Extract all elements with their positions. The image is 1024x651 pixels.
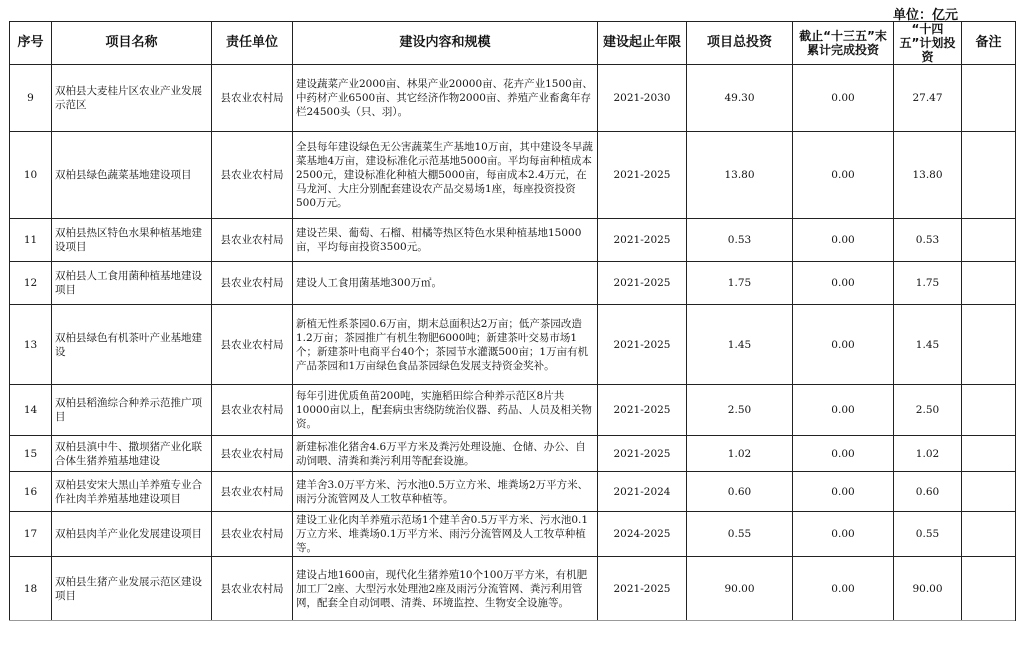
- table-row: [10, 132, 1016, 219]
- row-content: 建设人工食用菌基地300万㎡。: [293, 262, 598, 305]
- row-content: 每年引进优质鱼苗200吨，实施稻田综合种养示范区8片共10000亩以上，配套病虫害绕防统治仪器、药品、人员及相关物资。: [293, 385, 598, 436]
- table-row: [10, 472, 1016, 512]
- row-period: 2021-2025: [598, 385, 687, 436]
- table-header-row: [10, 22, 1016, 65]
- row-note: [962, 557, 1016, 621]
- row-no: 13: [10, 305, 52, 385]
- row-no: 17: [10, 512, 52, 557]
- row-unit: 县农业农村局: [212, 219, 293, 262]
- row-period: 2021-2025: [598, 436, 687, 472]
- row-completed: 0.00: [793, 557, 894, 621]
- row-name: 双柏县绿色蔬菜基地建设项目: [52, 132, 212, 219]
- row-period: 2021-2025: [598, 132, 687, 219]
- row-name: 双柏县热区特色水果种植基地建设项目: [52, 219, 212, 262]
- row-no: 9: [10, 65, 52, 132]
- row-unit: 县农业农村局: [212, 436, 293, 472]
- row-completed: 0.00: [793, 219, 894, 262]
- row-unit: 县农业农村局: [212, 305, 293, 385]
- row-total: 0.55: [687, 512, 793, 557]
- row-period: 2021-2025: [598, 219, 687, 262]
- row-unit: 县农业农村局: [212, 472, 293, 512]
- table-row: [10, 436, 1016, 472]
- project-table: [9, 21, 1016, 621]
- row-total: 2.50: [687, 385, 793, 436]
- row-note: [962, 219, 1016, 262]
- row-period: 2021-2025: [598, 262, 687, 305]
- row-note: [962, 512, 1016, 557]
- row-completed: 0.00: [793, 436, 894, 472]
- row-name: 双柏县肉羊产业化发展建设项目: [52, 512, 212, 557]
- header-completed: 截止“十三五”末累计完成投资: [793, 22, 894, 65]
- row-plan: 0.53: [894, 219, 962, 262]
- row-content: 新建标准化猪舍4.6万平方米及粪污处理设施、仓储、办公、自动饲喂、清粪和粪污利用等配套设施。: [293, 436, 598, 472]
- row-name: 双柏县安宋大黑山羊养殖专业合作社肉羊养殖基地建设项目: [52, 472, 212, 512]
- row-plan: 13.80: [894, 132, 962, 219]
- row-completed: 0.00: [793, 65, 894, 132]
- row-total: 1.75: [687, 262, 793, 305]
- row-total: 49.30: [687, 65, 793, 132]
- row-note: [962, 65, 1016, 132]
- row-unit: 县农业农村局: [212, 65, 293, 132]
- row-content: 建设工业化肉羊养殖示范场1个建羊舍0.5万平方米、污水池0.1万立方米、堆粪场0.1万平方米、雨污分流管网及人工牧草种植等。: [293, 512, 598, 557]
- row-total: 0.53: [687, 219, 793, 262]
- bottom-divider: [9, 620, 1015, 621]
- row-name: 双柏县生猪产业发展示范区建设项目: [52, 557, 212, 621]
- row-period: 2021-2030: [598, 65, 687, 132]
- row-content: 全县每年建设绿色无公害蔬菜生产基地10万亩，其中建设冬早蔬菜基地4万亩，建设标准化示范基地5000亩。平均每亩种植成本2500元，建设标准化种植大棚5000亩，每亩成本2.4万元，在马龙河、大庄分别配套建设农产品交易场1座，每座投资投资500万元。: [293, 132, 598, 219]
- row-note: [962, 262, 1016, 305]
- row-period: 2021-2025: [598, 305, 687, 385]
- row-content: 建羊舍3.0万平方米、污水池0.5万立方米、堆粪场2万平方米、雨污分流管网及人工牧草种植等。: [293, 472, 598, 512]
- row-period: 2024-2025: [598, 512, 687, 557]
- table-row: [10, 65, 1016, 132]
- row-note: [962, 385, 1016, 436]
- row-completed: 0.00: [793, 132, 894, 219]
- table-row: [10, 262, 1016, 305]
- row-note: [962, 436, 1016, 472]
- row-total: 90.00: [687, 557, 793, 621]
- row-plan: 0.60: [894, 472, 962, 512]
- row-content: 建设芒果、葡萄、石榴、柑橘等热区特色水果种植基地15000亩，平均每亩投资3500元。: [293, 219, 598, 262]
- table-row: [10, 385, 1016, 436]
- row-name: 双柏县滇中牛、撒坝猪产业化联合体生猪养殖基地建设: [52, 436, 212, 472]
- row-completed: 0.00: [793, 262, 894, 305]
- row-unit: 县农业农村局: [212, 262, 293, 305]
- table-row: [10, 512, 1016, 557]
- row-unit: 县农业农村局: [212, 557, 293, 621]
- header-plan: “十四五”计划投资: [894, 22, 962, 65]
- row-total: 1.02: [687, 436, 793, 472]
- row-no: 16: [10, 472, 52, 512]
- row-plan: 90.00: [894, 557, 962, 621]
- row-plan: 27.47: [894, 65, 962, 132]
- row-content: 新植无性系茶园0.6万亩，期末总面积达2万亩；低产茶园改造1.2万亩；茶园推广有机生物肥6000吨；新建茶叶交易市场1个；新建茶叶电商平台40个；茶园节水灌溉500亩；1万亩有机产品茶园和1万亩绿色食品茶园绿色发展支持资金奖补。: [293, 305, 598, 385]
- row-name: 双柏县人工食用菌种植基地建设项目: [52, 262, 212, 305]
- row-no: 10: [10, 132, 52, 219]
- row-note: [962, 132, 1016, 219]
- row-period: 2021-2025: [598, 557, 687, 621]
- row-content: 建设占地1600亩，现代化生猪养殖10个100万平方米，有机肥加工厂2座、大型污水处理池2座及雨污分流管网、粪污利用管网，配套全自动饲喂、清粪、环境监控、生物安全设施等。: [293, 557, 598, 621]
- row-period: 2021-2024: [598, 472, 687, 512]
- header-name: 项目名称: [52, 22, 212, 65]
- header-note: 备注: [962, 22, 1016, 65]
- row-plan: 2.50: [894, 385, 962, 436]
- table-row: [10, 305, 1016, 385]
- row-no: 12: [10, 262, 52, 305]
- row-name: 双柏县稻渔综合种养示范推广项目: [52, 385, 212, 436]
- row-name: 双柏县大麦桂片区农业产业发展示范区: [52, 65, 212, 132]
- row-content: 建设蔬菜产业2000亩、林果产业20000亩、花卉产业1500亩、中药材产业6500亩、其它经济作物2000亩、养殖产业畜禽年存栏24500头（只、羽）。: [293, 65, 598, 132]
- row-total: 13.80: [687, 132, 793, 219]
- row-plan: 1.75: [894, 262, 962, 305]
- row-no: 18: [10, 557, 52, 621]
- row-total: 0.60: [687, 472, 793, 512]
- row-unit: 县农业农村局: [212, 385, 293, 436]
- row-note: [962, 472, 1016, 512]
- row-unit: 县农业农村局: [212, 132, 293, 219]
- unit-label: 单位：亿元: [893, 8, 959, 23]
- row-name: 双柏县绿色有机茶叶产业基地建设: [52, 305, 212, 385]
- row-no: 14: [10, 385, 52, 436]
- row-no: 15: [10, 436, 52, 472]
- row-completed: 0.00: [793, 472, 894, 512]
- table-row: [10, 557, 1016, 621]
- row-plan: 1.45: [894, 305, 962, 385]
- header-content: 建设内容和规模: [293, 22, 598, 65]
- table-row: [10, 219, 1016, 262]
- row-completed: 0.00: [793, 385, 894, 436]
- row-total: 1.45: [687, 305, 793, 385]
- row-unit: 县农业农村局: [212, 512, 293, 557]
- header-period: 建设起止年限: [598, 22, 687, 65]
- header-no: 序号: [10, 22, 52, 65]
- row-completed: 0.00: [793, 512, 894, 557]
- row-no: 11: [10, 219, 52, 262]
- row-plan: 0.55: [894, 512, 962, 557]
- header-total: 项目总投资: [687, 22, 793, 65]
- row-note: [962, 305, 1016, 385]
- row-plan: 1.02: [894, 436, 962, 472]
- header-unit: 责任单位: [212, 22, 293, 65]
- row-completed: 0.00: [793, 305, 894, 385]
